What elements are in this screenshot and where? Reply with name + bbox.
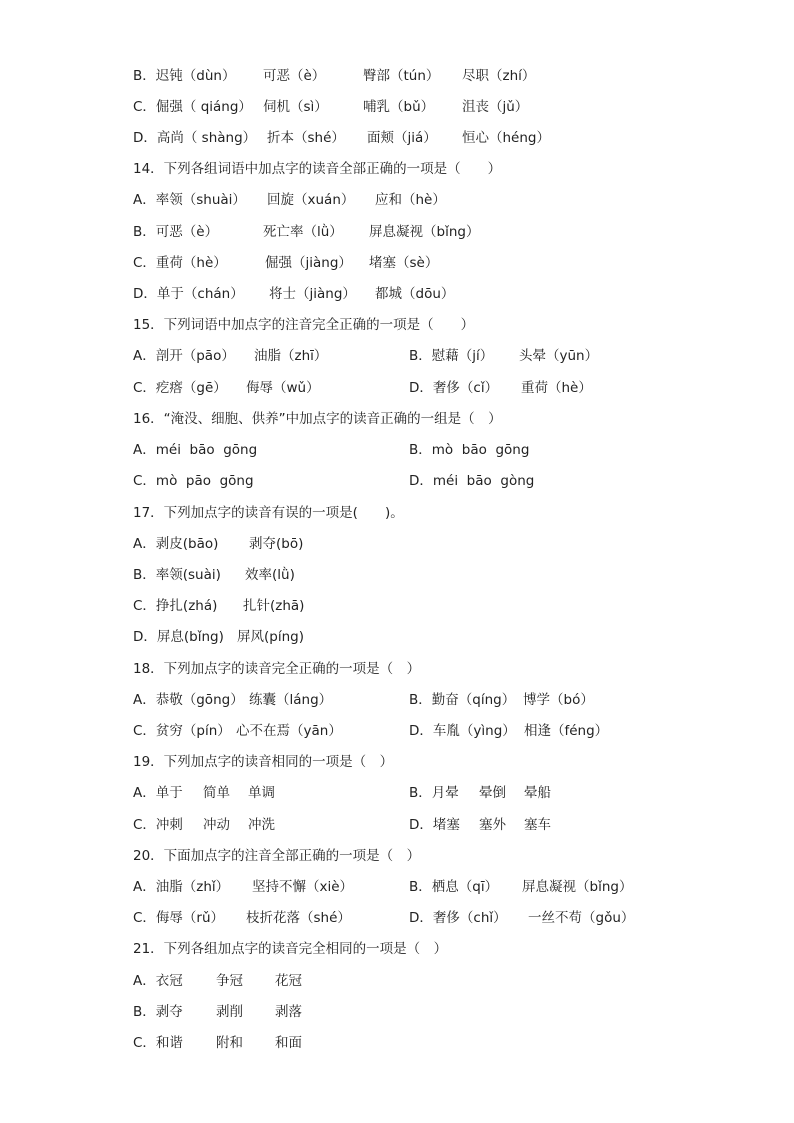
question-text: 18．下列加点字的读音完全正确的一项是（ ） bbox=[133, 661, 421, 677]
option-text: 练囊（láng） bbox=[249, 692, 333, 708]
option-text: C．mò pāo gōng bbox=[133, 473, 254, 489]
option-text: 一丝不苟（gǒu） bbox=[528, 910, 635, 926]
option-text: 重荷（hè） bbox=[521, 380, 592, 396]
option-text: A．恭敬（gōng） bbox=[133, 692, 244, 708]
option-text: 恒心（héng） bbox=[462, 130, 550, 146]
option-text: C．侮辱（rǔ） bbox=[133, 910, 225, 926]
option-text: D．车胤（yìng） bbox=[409, 723, 516, 739]
option-text: 塞车 bbox=[524, 817, 551, 833]
option-text: D．高尚（ shàng） bbox=[133, 130, 257, 146]
option-text: A．单于 bbox=[133, 785, 183, 801]
option-text: A．méi bāo gōng bbox=[133, 442, 258, 458]
option-text: C．贫穷（pín） bbox=[133, 723, 231, 739]
option-text: 回旋（xuán） bbox=[267, 192, 355, 208]
option-text: 附和 bbox=[216, 1035, 243, 1051]
option-text: 死亡率（lǜ） bbox=[263, 224, 343, 240]
option-text: 哺乳（bǔ） bbox=[363, 99, 435, 115]
option-text: C．重荷（hè） bbox=[133, 255, 227, 271]
option-text: 尽职（zhí） bbox=[462, 68, 536, 84]
option-text: 头晕（yūn） bbox=[519, 348, 599, 364]
option-text: 效率(lǜ) bbox=[245, 567, 295, 583]
option-text: A．油脂（zhǐ） bbox=[133, 879, 230, 895]
option-text: 剥夺(bō) bbox=[249, 536, 304, 552]
option-text: 冲动 bbox=[203, 817, 230, 833]
question-text: 14．下列各组词语中加点字的读音全部正确的一项是（ ） bbox=[133, 161, 502, 177]
option-text: C．挣扎(zhá) bbox=[133, 598, 218, 614]
option-text: 冲洗 bbox=[248, 817, 275, 833]
option-text: B．mò bāo gōng bbox=[409, 442, 530, 458]
option-text: 简单 bbox=[203, 785, 230, 801]
option-text: 单调 bbox=[248, 785, 275, 801]
option-text: B．迟钝（dùn） bbox=[133, 68, 236, 84]
option-text: 将士（jiàng） bbox=[269, 286, 356, 302]
option-text: D．单于（chán） bbox=[133, 286, 244, 302]
option-text: 面颊（jiá） bbox=[367, 130, 437, 146]
option-text: 沮丧（jǔ） bbox=[462, 99, 529, 115]
option-text: 屏风(píng) bbox=[237, 629, 304, 645]
option-text: 剥削 bbox=[216, 1004, 243, 1020]
option-text: C．疙瘩（gē） bbox=[133, 380, 227, 396]
option-text: 臀部（tún） bbox=[363, 68, 440, 84]
question-text: 17．下列加点字的读音有误的一项是( )。 bbox=[133, 505, 404, 521]
option-text: A．剖开（pāo） bbox=[133, 348, 235, 364]
option-text: A．率领（shuài） bbox=[133, 192, 246, 208]
option-text: C．倔强（ qiáng） bbox=[133, 99, 252, 115]
option-text: B．慰藉（jí） bbox=[409, 348, 494, 364]
option-text: 屏息凝视（bǐng） bbox=[369, 224, 480, 240]
option-text: 都城（dōu） bbox=[375, 286, 455, 302]
option-text: D．奢侈（chǐ） bbox=[409, 910, 507, 926]
question-text: 15．下列词语中加点字的注音完全正确的一项是（ ） bbox=[133, 317, 475, 333]
option-text: 坚持不懈（xiè） bbox=[252, 879, 354, 895]
option-text: 可恶（è） bbox=[263, 68, 326, 84]
option-text: 剥落 bbox=[275, 1004, 302, 1020]
option-text: 相逢（féng） bbox=[524, 723, 609, 739]
option-text: 折本（shé） bbox=[267, 130, 345, 146]
option-text: B．剥夺 bbox=[133, 1004, 183, 1020]
option-text: A．剥皮(bāo) bbox=[133, 536, 219, 552]
option-text: 枝折花落（shé） bbox=[246, 910, 351, 926]
question-text: 16．“淹没、细胞、供养”中加点字的读音正确的一组是（ ） bbox=[133, 411, 502, 427]
option-text: D．méi bāo gòng bbox=[409, 473, 535, 489]
option-text: 花冠 bbox=[275, 973, 302, 989]
question-text: 21．下列各组加点字的读音完全相同的一项是（ ） bbox=[133, 941, 448, 957]
option-text: D．堵塞 bbox=[409, 817, 460, 833]
option-text: 伺机（sì） bbox=[263, 99, 328, 115]
option-text: C．和谐 bbox=[133, 1035, 183, 1051]
option-text: 堵塞（sè） bbox=[369, 255, 439, 271]
option-text: 晕船 bbox=[524, 785, 551, 801]
option-text: B．月晕 bbox=[409, 785, 459, 801]
option-text: 应和（hè） bbox=[375, 192, 446, 208]
option-text: B．率领(suài) bbox=[133, 567, 221, 583]
option-text: 塞外 bbox=[479, 817, 506, 833]
option-text: A．衣冠 bbox=[133, 973, 183, 989]
option-text: 心不在焉（yān） bbox=[236, 723, 342, 739]
option-text: B．栖息（qī） bbox=[409, 879, 499, 895]
option-text: 屏息凝视（bǐng） bbox=[522, 879, 633, 895]
option-text: 倔强（jiàng） bbox=[265, 255, 352, 271]
option-text: B．勤奋（qíng） bbox=[409, 692, 516, 708]
option-text: D．奢侈（cǐ） bbox=[409, 380, 499, 396]
option-text: 和面 bbox=[275, 1035, 302, 1051]
option-text: 博学（bó） bbox=[523, 692, 594, 708]
option-text: 油脂（zhī） bbox=[254, 348, 328, 364]
option-text: C．冲刺 bbox=[133, 817, 183, 833]
option-text: B．可恶（è） bbox=[133, 224, 219, 240]
question-text: 19．下列加点字的读音相同的一项是（ ） bbox=[133, 754, 394, 770]
option-text: 扎针(zhā) bbox=[243, 598, 305, 614]
option-text: 争冠 bbox=[216, 973, 243, 989]
option-text: 晕倒 bbox=[479, 785, 506, 801]
question-text: 20．下面加点字的注音全部正确的一项是（ ） bbox=[133, 848, 421, 864]
option-text: 侮辱（wǔ） bbox=[246, 380, 320, 396]
option-text: D．屏息(bǐng) bbox=[133, 629, 224, 645]
